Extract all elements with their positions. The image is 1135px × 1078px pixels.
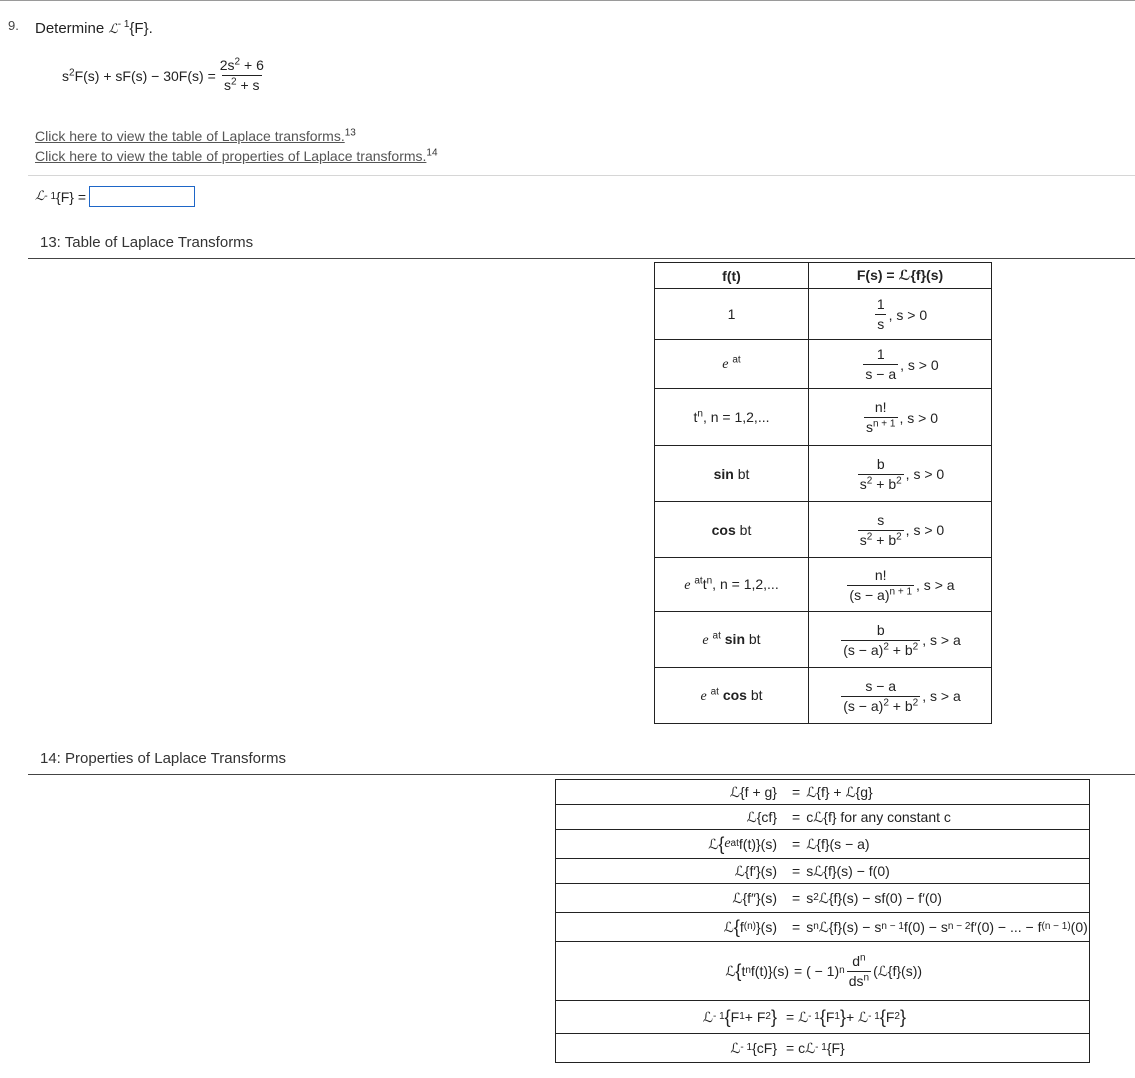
table-row bbox=[655, 502, 992, 558]
properties-table-title: 14: Properties of Laplace Transforms bbox=[40, 750, 286, 767]
prop4-rhs: = sℒ{f}(s) − f(0) bbox=[792, 862, 890, 879]
row3-f: $t^n$, n = 1,2,... bbox=[655, 389, 809, 446]
laplace-table-title: 13: Table of Laplace Transforms bbox=[40, 234, 254, 251]
row5-F: $\frac{s}{s^2 + b^2}$ , s > 0 bbox=[809, 502, 992, 558]
laplace-table-link[interactable]: Click here to view the table of Laplace transforms. bbox=[35, 128, 345, 144]
table-row bbox=[556, 942, 1090, 1001]
prop6-rhs: = s n ℒ{f}(s) − s n − 1 f(0) − s n − 2 f′(0) − ... − f (n − 1) (0) bbox=[792, 918, 1088, 935]
row3-F: $\frac{n!}{s^{n + 1}}$ , s > 0 bbox=[809, 389, 992, 446]
equation-rhs-fraction bbox=[218, 58, 266, 93]
table-row bbox=[556, 780, 1090, 805]
prop7-lhs: ℒ { t n f(t)}(s) bbox=[725, 960, 789, 981]
row8-F: $\frac{s - a}{(s - a)^2 + b^2}$ , s > a bbox=[809, 668, 992, 724]
table-row bbox=[556, 913, 1090, 942]
prop7-rhs: = ( − 1) n $\frac{d^n}{ds^n}$ (ℒ{f}(s)) bbox=[794, 951, 923, 989]
properties-table bbox=[555, 779, 1090, 1063]
answer-label: {F} = bbox=[56, 188, 87, 205]
table-row bbox=[655, 389, 992, 446]
top-border bbox=[0, 0, 1135, 1]
prop4-lhs: ℒ{f′}(s) bbox=[734, 862, 777, 879]
prop9-lhs: ℒ - 1 {cF} bbox=[730, 1039, 777, 1056]
table-row bbox=[655, 612, 992, 668]
table-row bbox=[655, 558, 992, 612]
separator bbox=[28, 175, 1135, 176]
footnote-13: 13 bbox=[344, 127, 356, 139]
table-header-row bbox=[655, 263, 992, 289]
table-row bbox=[556, 1034, 1090, 1063]
answer-input[interactable] bbox=[89, 186, 195, 207]
answer-row: ℒ - 1 {F} = bbox=[35, 186, 195, 207]
row2-f: e $^{at}$ bbox=[655, 340, 809, 389]
question-number: 9. bbox=[8, 18, 19, 33]
row6-F: $\frac{n!}{(s - a)^{n + 1}}$ , s > a bbox=[809, 558, 992, 612]
question-prompt bbox=[35, 20, 153, 37]
properties-table-link-row bbox=[35, 148, 438, 164]
row4-f: sin bt bbox=[655, 446, 809, 502]
table-row bbox=[556, 830, 1090, 859]
row7-f: e $^{at}$ sin bt bbox=[655, 612, 809, 668]
prompt-tail: {F}. bbox=[129, 20, 153, 37]
row1-F: $\frac{1}{s}$ , s > 0 bbox=[809, 289, 992, 340]
properties-table-rule bbox=[28, 774, 1135, 775]
row1-f: 1 bbox=[655, 289, 809, 340]
rhs-numerator: $2s^2 + 6$ bbox=[219, 56, 264, 73]
table-row bbox=[655, 446, 992, 502]
row6-f: e $^{at}t^n$, n = 1,2,... bbox=[655, 558, 809, 612]
given-equation bbox=[62, 58, 268, 93]
table-row bbox=[556, 859, 1090, 884]
header-Fs: F(s) = ℒ{f}(s) bbox=[809, 263, 992, 289]
laplace-table-link-row bbox=[35, 128, 356, 144]
answer-operator: ℒ bbox=[35, 189, 45, 204]
rhs-denominator: $s^2 + s$ bbox=[224, 76, 260, 93]
prop1-rhs: = ℒ{f} + ℒ{g} bbox=[792, 783, 873, 800]
table-row bbox=[556, 884, 1090, 913]
table-row bbox=[655, 340, 992, 389]
prop6-lhs: ℒ { f (n) }(s) bbox=[723, 916, 777, 937]
row7-F: $\frac{b}{(s - a)^2 + b^2}$ , s > a bbox=[809, 612, 992, 668]
table-row bbox=[556, 1001, 1090, 1034]
laplace-table-rule bbox=[28, 258, 1135, 259]
prop8-rhs: = ℒ - 1 { F 1 } + ℒ - 1 { F 2 } bbox=[786, 1006, 906, 1027]
row2-F: $\frac{1}{s - a}$ , s > 0 bbox=[809, 340, 992, 389]
laplace-operator-symbol: ℒ bbox=[108, 22, 118, 37]
laplace-transforms-table bbox=[654, 262, 992, 724]
prop8-lhs: ℒ - 1 { F 1 + F 2 } bbox=[702, 1006, 777, 1027]
prop1-lhs: ℒ{f + g} bbox=[729, 783, 777, 800]
row5-f: cos bt bbox=[655, 502, 809, 558]
prop3-lhs: ℒ { e at f(t)}(s) bbox=[708, 833, 777, 854]
properties-table-link[interactable]: Click here to view the table of properties of Laplace transforms. bbox=[35, 148, 427, 164]
footnote-14: 14 bbox=[426, 147, 438, 159]
inverse-exponent: - 1 bbox=[117, 19, 130, 30]
header-ft: f(t) bbox=[655, 263, 809, 289]
prop2-rhs: = cℒ{f} for any constant c bbox=[792, 808, 951, 825]
prop5-rhs: = s 2 ℒ{f}(s) − sf(0) − f′(0) bbox=[792, 889, 942, 906]
equation-lhs: $s^2F(s) + sF(s) - 30F(s)$ = bbox=[62, 66, 216, 84]
prop5-lhs: ℒ{f″}(s) bbox=[732, 889, 777, 906]
prop3-rhs: = ℒ{f}(s − a) bbox=[792, 835, 870, 852]
row8-f: e $^{at}$ cos bt bbox=[655, 668, 809, 724]
prop9-rhs: = cℒ - 1 {F} bbox=[786, 1039, 845, 1056]
table-row bbox=[556, 805, 1090, 830]
prompt-text: Determine bbox=[35, 20, 105, 37]
row4-F: $\frac{b}{s^2 + b^2}$ , s > 0 bbox=[809, 446, 992, 502]
prop2-lhs: ℒ{cf} bbox=[746, 808, 777, 825]
table-row bbox=[655, 289, 992, 340]
table-row bbox=[655, 668, 992, 724]
